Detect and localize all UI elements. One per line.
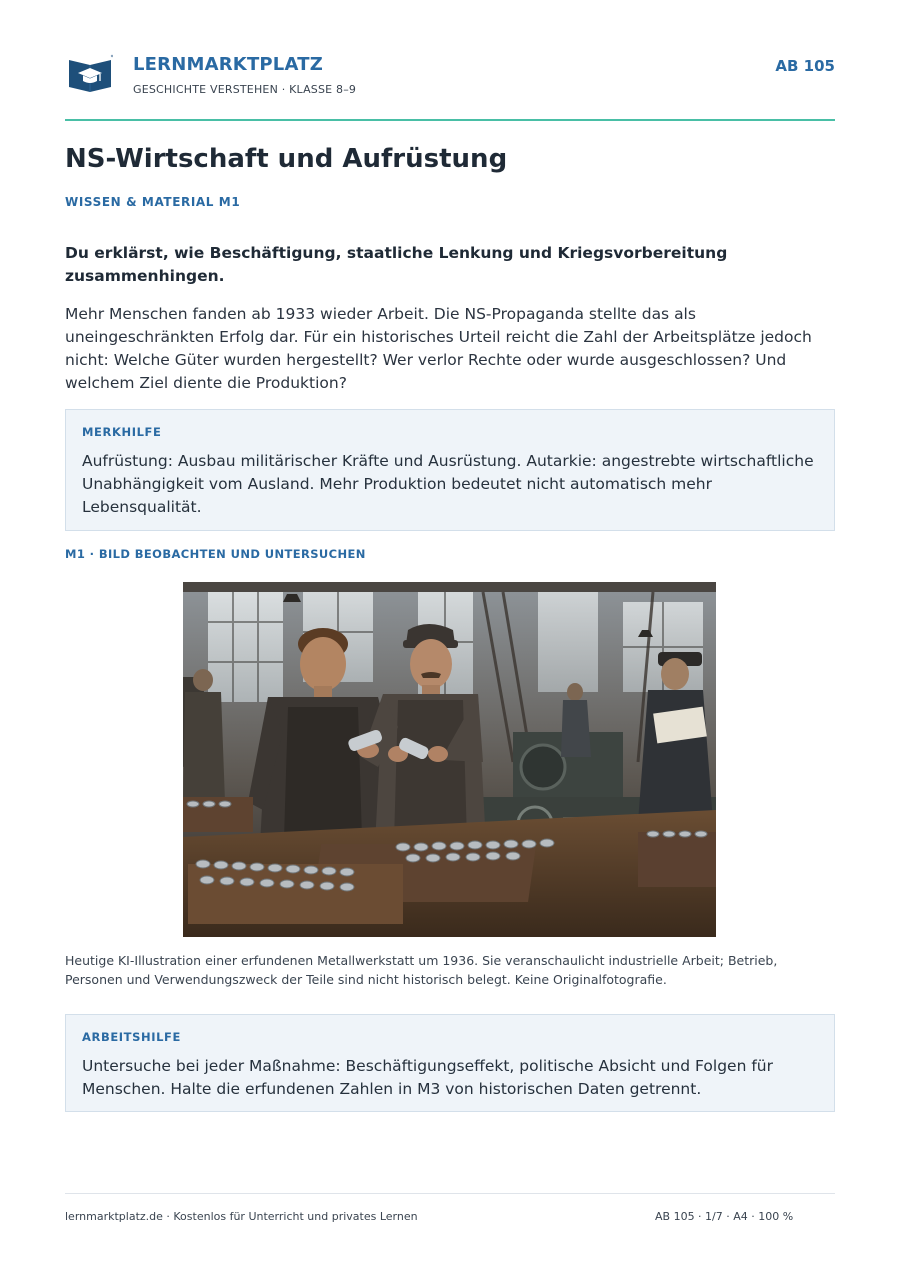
arbeitshilfe-text: Untersuche bei jeder Maßnahme: Beschäftigungseffekt, politische Absicht und Folgen für Menschen. Halte die erfundenen Zahlen in M3 von historischen Daten getrennt.: [82, 1057, 773, 1098]
brand-subtitle: GESCHICHTE VERSTEHEN · KLASSE 8–9: [133, 83, 357, 96]
brand-name: LERNMARKTPLATZ: [133, 54, 323, 75]
m1-label: M1 · BILD BEOBACHTEN UND UNTERSUCHEN: [65, 547, 366, 561]
merkhilfe-label: MERKHILFE: [82, 425, 162, 439]
footer-site-info: lernmarktplatz.de · Kostenlos für Unterricht und privates Lernen: [65, 1210, 418, 1223]
page-title: NS-Wirtschaft und Aufrüstung: [65, 144, 508, 174]
factory-illustration: [183, 582, 716, 937]
footer-divider: [65, 1193, 835, 1194]
intro-text: Mehr Menschen fanden ab 1933 wieder Arbeit. Die NS-Propaganda stellte das als uneingeschränkten Erfolg dar. Für ein historisches Urteil reicht die Zahl der Arbeitsplätze jedoch nicht: Welche Güter wurden hergestellt? Wer verlor Rechte oder wurde ausgeschlossen? Und welchem Ziel diente die Produktion?: [65, 305, 812, 392]
arbeitshilfe-box: [65, 1014, 835, 1112]
learning-goal: Du erklärst, wie Beschäftigung, staatliche Lenkung und Kriegsvorbereitung zusammenhingen.: [65, 244, 728, 285]
section-tag: WISSEN & MATERIAL M1: [65, 195, 241, 209]
header-divider: [65, 119, 835, 121]
page-header: [65, 52, 835, 122]
graduation-cap-book-icon: [67, 54, 113, 94]
merkhilfe-box: [65, 409, 835, 531]
merkhilfe-text: Aufrüstung: Ausbau militärischer Kräfte und Ausrüstung. Autarkie: angestrebte wirtschaftliche Unabhängigkeit vom Ausland. Mehr Produktion bedeutet nicht automatisch mehr Lebensqualität.: [82, 452, 814, 516]
illustration-caption: Heutige KI-Illustration einer erfundenen Metallwerkstatt um 1936. Sie veranschaulicht industrielle Arbeit; Betrieb, Personen und Verwendungszweck der Teile sind nicht historisch belegt. Keine Originalfotografie.: [65, 953, 778, 987]
metal-workshop-illustration: [183, 582, 716, 937]
footer-page-info: AB 105 · 1/7 · A4 · 100 %: [655, 1210, 794, 1223]
arbeitshilfe-label: ARBEITSHILFE: [82, 1030, 181, 1044]
sheet-code: AB 105: [775, 57, 835, 75]
